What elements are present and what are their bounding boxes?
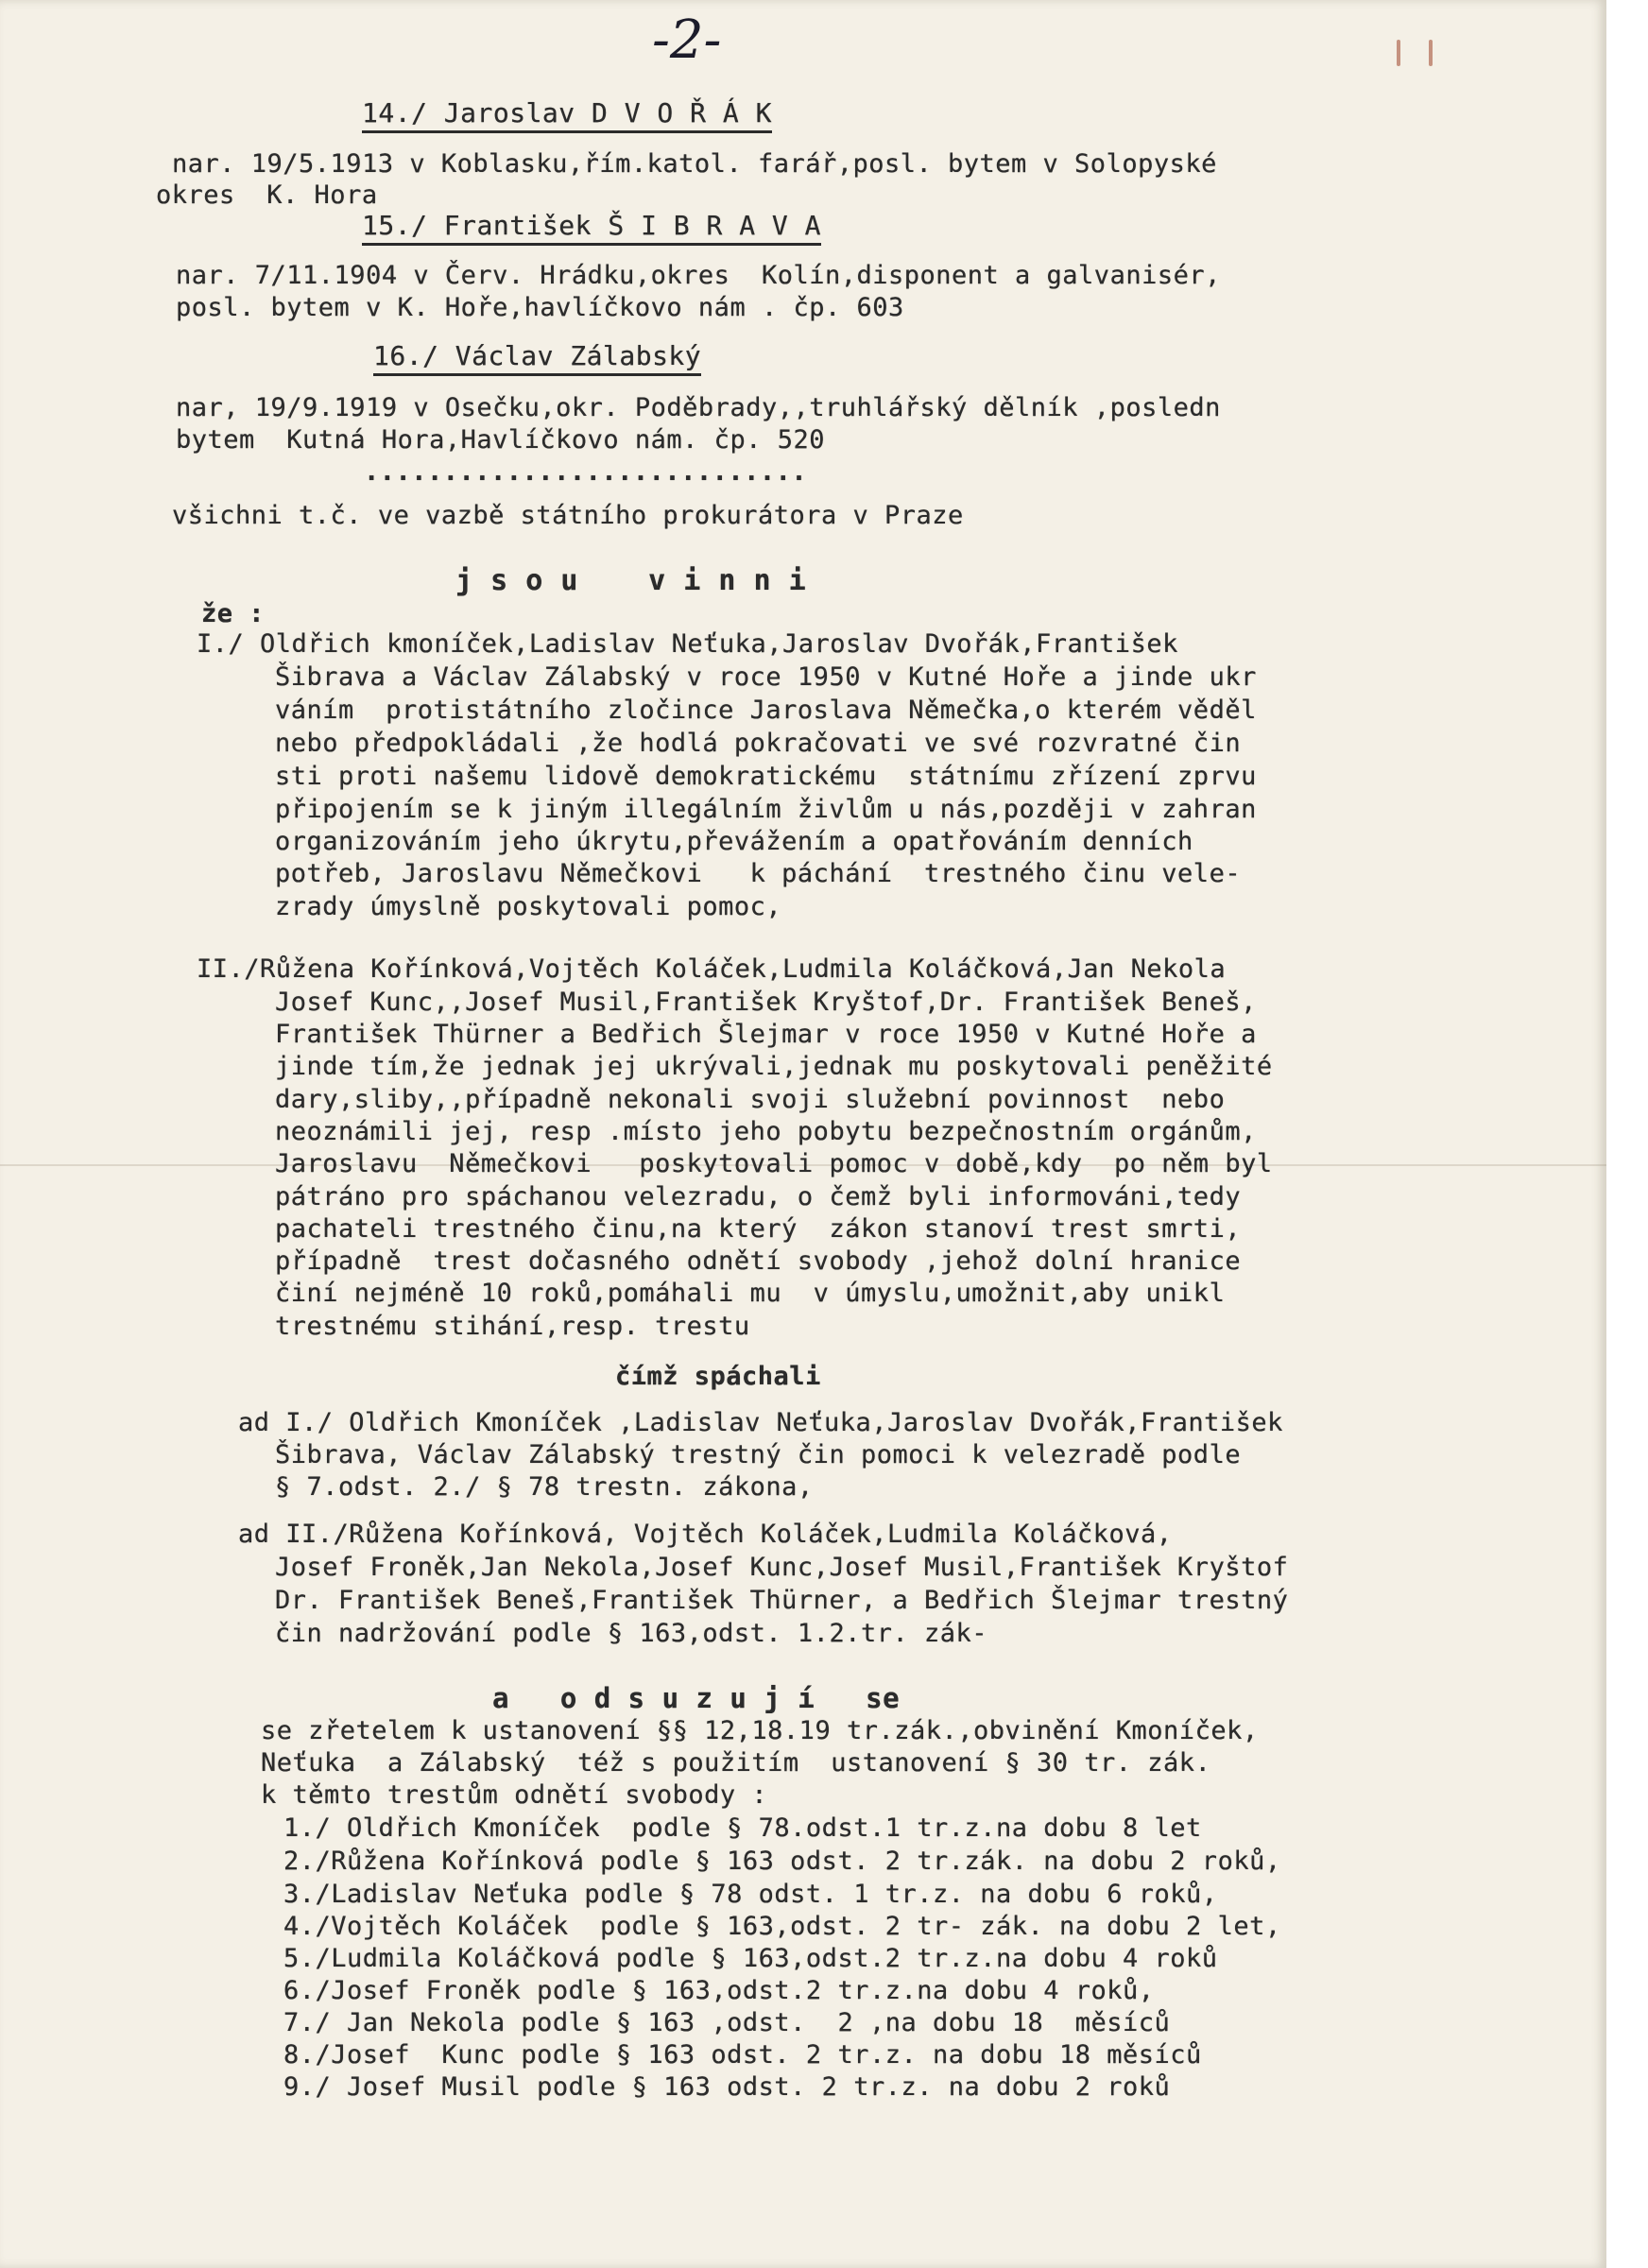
count-two-line: František Thürner a Bedřich Šlejmar v roce 1950 v Kutné Hoře a bbox=[275, 1020, 1257, 1049]
count-two-line: Josef Kunc,,Josef Musil,František Kryštof,Dr. František Beneš, bbox=[275, 988, 1257, 1017]
count-one-line: I./ Oldřich kmoníček,Ladislav Neťuka,Jaroslav Dvořák,František bbox=[197, 629, 1178, 659]
penalty-item: 1./ Oldřich Kmoníček podle § 78.odst.1 tr.z.na dobu 8 let bbox=[283, 1813, 1202, 1843]
charge-line: ad I./ Oldřich Kmoníček ,Ladislav Neťuka,Jaroslav Dvořák,František bbox=[238, 1408, 1283, 1437]
count-one-line: nebo předpokládali ,že hodlá pokračovati ve své rozvratné čin bbox=[275, 729, 1242, 758]
count-one-line: sti proti našemu lidově demokratickému státnímu zřízení zprvu bbox=[275, 762, 1257, 791]
sentence-line: se zřetelem k ustanovení §§ 12,18.19 tr.zák.,obvinění Kmoníček, bbox=[261, 1716, 1259, 1745]
count-one-line: Šibrava a Václav Zálabský v roce 1950 v Kutné Hoře a jinde ukr bbox=[275, 662, 1257, 692]
section-heading: čímž spáchali bbox=[615, 1362, 821, 1391]
count-one-line: připojením se k jiným illegálním živlům u nás,později v zahran bbox=[275, 795, 1257, 824]
text-line: nar, 19/9.1919 v Osečku,okr. Poděbrady,,truhlářský dělník ,posledn bbox=[176, 393, 1221, 422]
count-two-line: případně trest dočasného odnětí svobody ,jehož dolní hranice bbox=[275, 1246, 1242, 1276]
count-one-line: organizováním jeho úkrytu,převážením a opatřováním denních bbox=[275, 827, 1193, 856]
count-two-line: II./Růžena Kořínková,Vojtěch Koláček,Ludmila Koláčková,Jan Nekola bbox=[197, 954, 1227, 984]
penalty-item: 5./Ludmila Koláčková podle § 163,odst.2 tr.z.na dobu 4 roků bbox=[283, 1944, 1218, 1973]
penalty-item: 8./Josef Kunc podle § 163 odst. 2 tr.z. na dobu 18 měsíců bbox=[283, 2040, 1202, 2070]
sentence-line: k těmto trestům odnětí svobody : bbox=[261, 1780, 768, 1810]
count-two-line: činí nejméně 10 roků,pomáhali mu v úmyslu,umožnit,aby unikl bbox=[275, 1279, 1226, 1308]
defendant-heading: 14./ Jaroslav D V O Ř Á K bbox=[362, 100, 772, 133]
charge-line: Dr. František Beneš,František Thürner, a Bedřich Šlejmar trestný bbox=[275, 1586, 1289, 1615]
separator-dots: ............................ bbox=[364, 457, 808, 487]
penalty-item: 7./ Jan Nekola podle § 163 ,odst. 2 ,na dobu 18 měsíců bbox=[283, 2008, 1171, 2037]
charge-line: ad II./Růžena Kořínková, Vojtěch Koláček,Ludmila Koláčková, bbox=[238, 1520, 1173, 1549]
penalty-item: 3./Ladislav Neťuka podle § 78 odst. 1 tr.z. na dobu 6 roků, bbox=[283, 1880, 1218, 1909]
margin-mark bbox=[1397, 40, 1400, 66]
count-two-line: pátráno pro spáchanou velezradu, o čemž byli informováni,tedy bbox=[275, 1182, 1242, 1211]
text-line: nar. 7/11.1904 v Červ. Hrádku,okres Kolín,disponent a galvanisér, bbox=[176, 261, 1221, 290]
defendant-heading: 16./ Václav Zálabský bbox=[373, 343, 701, 376]
count-two-line: Jaroslavu Němečkovi poskytovali pomoc v době,kdy po něm byl bbox=[275, 1149, 1273, 1178]
count-two-line: pachateli trestného činu,na který zákon stanoví trest smrti, bbox=[275, 1214, 1242, 1244]
count-one-line: váním protistátního zločince Jaroslava Němečka,o kterém věděl bbox=[275, 696, 1257, 725]
sentence-heading: a o d s u z u j í se bbox=[492, 1682, 901, 1714]
penalty-item: 9./ Josef Musil podle § 163 odst. 2 tr.z. na dobu 2 roků bbox=[283, 2072, 1171, 2102]
page-number: -2- bbox=[652, 9, 722, 71]
sentence-line: Neťuka a Zálabský též s použitím ustanovení § 30 tr. zák. bbox=[261, 1748, 1211, 1778]
penalty-item: 4./Vojtěch Koláček podle § 163,odst. 2 tr- zák. na dobu 2 let, bbox=[283, 1912, 1281, 1941]
charge-line: § 7.odst. 2./ § 78 trestn. zákona, bbox=[275, 1472, 814, 1502]
defendant-heading: 15./ František Š I B R A V A bbox=[362, 213, 821, 246]
count-one-line: zrady úmyslně poskytovali pomoc, bbox=[275, 892, 782, 921]
charge-line: Josef Froněk,Jan Nekola,Josef Kunc,Josef Musil,František Kryštof bbox=[275, 1553, 1289, 1582]
count-one-line: potřeb, Jaroslavu Němečkovi k páchání trestného činu vele- bbox=[275, 859, 1242, 888]
text-line: bytem Kutná Hora,Havlíčkovo nám. čp. 520 bbox=[176, 425, 825, 455]
charge-line: čin nadržování podle § 163,odst. 1.2.tr. zák- bbox=[275, 1619, 987, 1648]
penalty-item: 2./Růžena Kořínková podle § 163 odst. 2 tr.zák. na dobu 2 roků, bbox=[283, 1847, 1281, 1876]
text-line: okres K. Hora bbox=[156, 180, 378, 210]
count-two-line: jinde tím,že jednak jej ukrývali,jednak mu poskytovali peněžité bbox=[275, 1052, 1273, 1081]
count-two-line: trestnému stihání,resp. trestu bbox=[275, 1312, 750, 1341]
text-line: nar. 19/5.1913 v Koblasku,řím.katol. farář,posl. bytem v Solopyské bbox=[172, 149, 1217, 179]
text-line: všichni t.č. ve vazbě státního prokurátora v Praze bbox=[172, 501, 964, 530]
margin-mark bbox=[1429, 40, 1433, 66]
text-line: posl. bytem v K. Hoře,havlíčkovo nám . čp. 603 bbox=[176, 293, 904, 322]
count-two-line: neoznámili jej, resp .místo jeho pobytu bezpečnostním orgánům, bbox=[275, 1117, 1257, 1146]
charge-line: Šibrava, Václav Zálabský trestný čin pomoci k velezradě podle bbox=[275, 1440, 1242, 1469]
penalty-item: 6./Josef Froněk podle § 163,odst.2 tr.z.na dobu 4 roků, bbox=[283, 1976, 1155, 2005]
count-two-line: dary,sliby,,případně nekonali svoji služební povinnost nebo bbox=[275, 1085, 1226, 1114]
verdict-heading: j s o u v i n n i bbox=[455, 564, 807, 597]
text-line: že : bbox=[201, 599, 266, 628]
